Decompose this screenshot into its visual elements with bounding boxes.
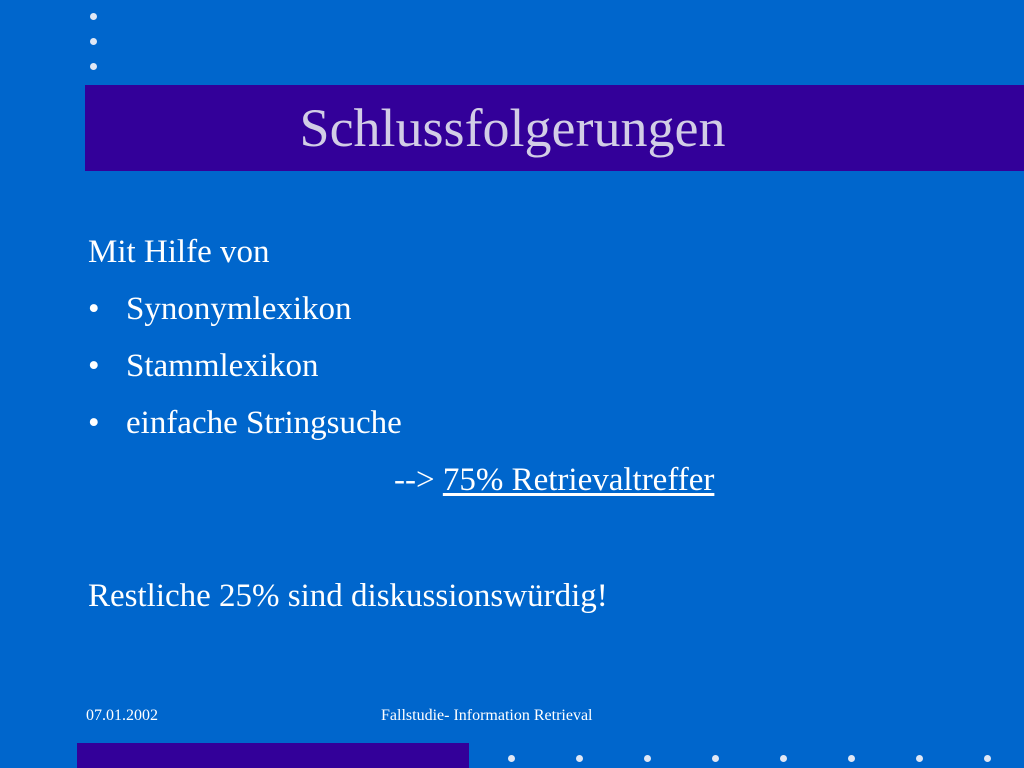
retrieval-result-link[interactable]: 75% Retrievaltreffer [442, 462, 715, 498]
conclusion-text: Restliche 25% sind diskussionswürdig! [88, 578, 608, 614]
intro-text: Mit Hilfe von [88, 234, 270, 270]
title-band [85, 85, 1024, 171]
footer-caption: Fallstudie- Information Retrieval [381, 707, 593, 724]
decorative-dot [90, 63, 97, 70]
decorative-dot [576, 755, 583, 762]
bullet-item: Stammlexikon [126, 348, 319, 384]
slide-title: Schlussfolgerungen [299, 98, 726, 158]
decorative-dot [508, 755, 515, 762]
decorative-dot [780, 755, 787, 762]
arrow-text: --> [394, 462, 435, 498]
decorative-dot [644, 755, 651, 762]
decorative-dot [90, 38, 97, 45]
decorative-dot [90, 13, 97, 20]
bullet-marker: • [88, 405, 100, 441]
decorative-dot [848, 755, 855, 762]
decorative-dot [916, 755, 923, 762]
result-line [394, 462, 714, 499]
bottom-band [77, 743, 469, 768]
bullet-marker: • [88, 348, 100, 384]
bullet-item: Synonymlexikon [126, 291, 352, 327]
bullet-item: einfache Stringsuche [126, 405, 402, 441]
decorative-dot [712, 755, 719, 762]
footer-date: 07.01.2002 [86, 707, 158, 724]
decorative-dot [984, 755, 991, 762]
bullet-marker: • [88, 291, 100, 327]
